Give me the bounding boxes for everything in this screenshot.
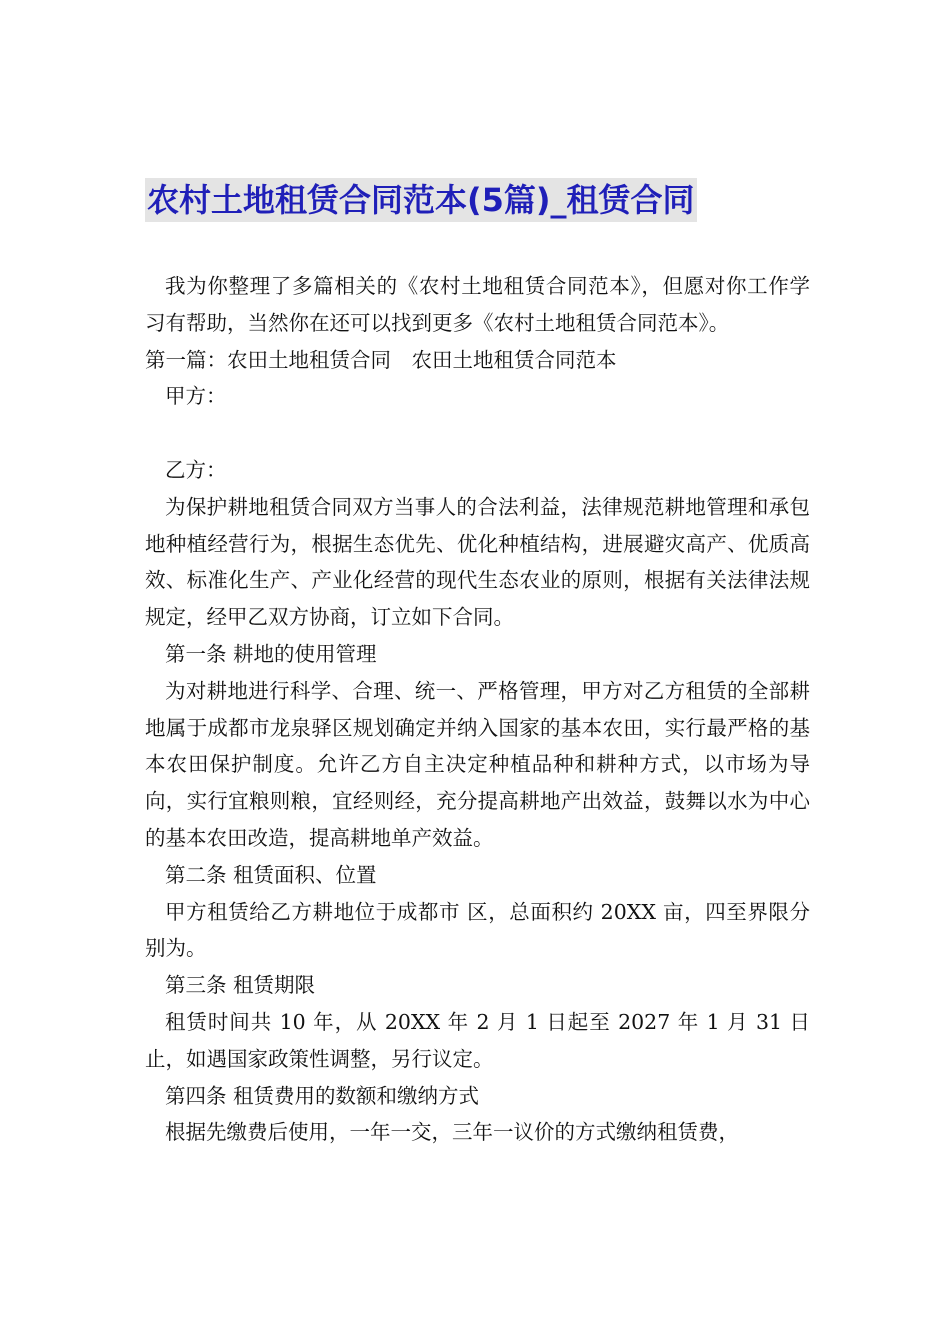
article-2-heading: 第二条 租赁面积、位置 <box>165 862 377 887</box>
article-1-heading: 第一条 耕地的使用管理 <box>165 641 377 666</box>
section-heading-part-one: 第一篇：农田土地租赁合同 农田土地租赁合同范本 <box>145 347 617 372</box>
intro-paragraph: 我为你整理了多篇相关的《农村土地租赁合同范本》，但愿对你工作学习有帮助，当然你在还可以找到更多《农村土地租赁合同范本》。 <box>145 274 810 335</box>
article-3-heading: 第三条 租赁期限 <box>165 973 316 998</box>
article-2-body: 甲方租赁给乙方耕地位于成都市 区，总面积约 20XX 亩，四至界限分别为。 <box>145 899 810 961</box>
document-body <box>145 268 810 1151</box>
party-a-label: 甲方： <box>165 384 227 409</box>
preamble-paragraph: 为保护耕地租赁合同双方当事人的合法利益，法律规范耕地管理和承包地种植经营行为，根据生态优先、优化种植结构，进展避灾高产、优质高效、标准化生产、产业化经营的现代生态农业的原则，根据有关法律法规规定，经甲乙双方协商，订立如下合同。 <box>145 494 810 630</box>
article-4-heading: 第四条 租赁费用的数额和缴纳方式 <box>165 1083 480 1108</box>
document-title: 农村土地租赁合同范本(5篇)_租赁合同 <box>145 178 697 222</box>
article-1-body: 为对耕地进行科学、合理、统一、严格管理，甲方对乙方租赁的全部耕地属于成都市龙泉驿区规划确定并纳入国家的基本农田，实行最严格的基本农田保护制度。允许乙方自主决定种植品种和耕种方式，以市场为导向，实行宜粮则粮，宜经则经，充分提高耕地产出效益，鼓舞以水为中心的基本农田改造，提高耕地单产效益。 <box>145 678 810 850</box>
article-3-body: 租赁时间共 10 年，从 20XX 年 2 月 1 日起至 2027 年 1 月 31 日止，如遇国家政策性调整，另行议定。 <box>145 1009 810 1071</box>
party-b-label: 乙方： <box>165 457 227 482</box>
article-4-body: 根据先缴费后使用，一年一交，三年一议价的方式缴纳租赁费， <box>165 1120 739 1145</box>
blank-line <box>145 415 810 452</box>
